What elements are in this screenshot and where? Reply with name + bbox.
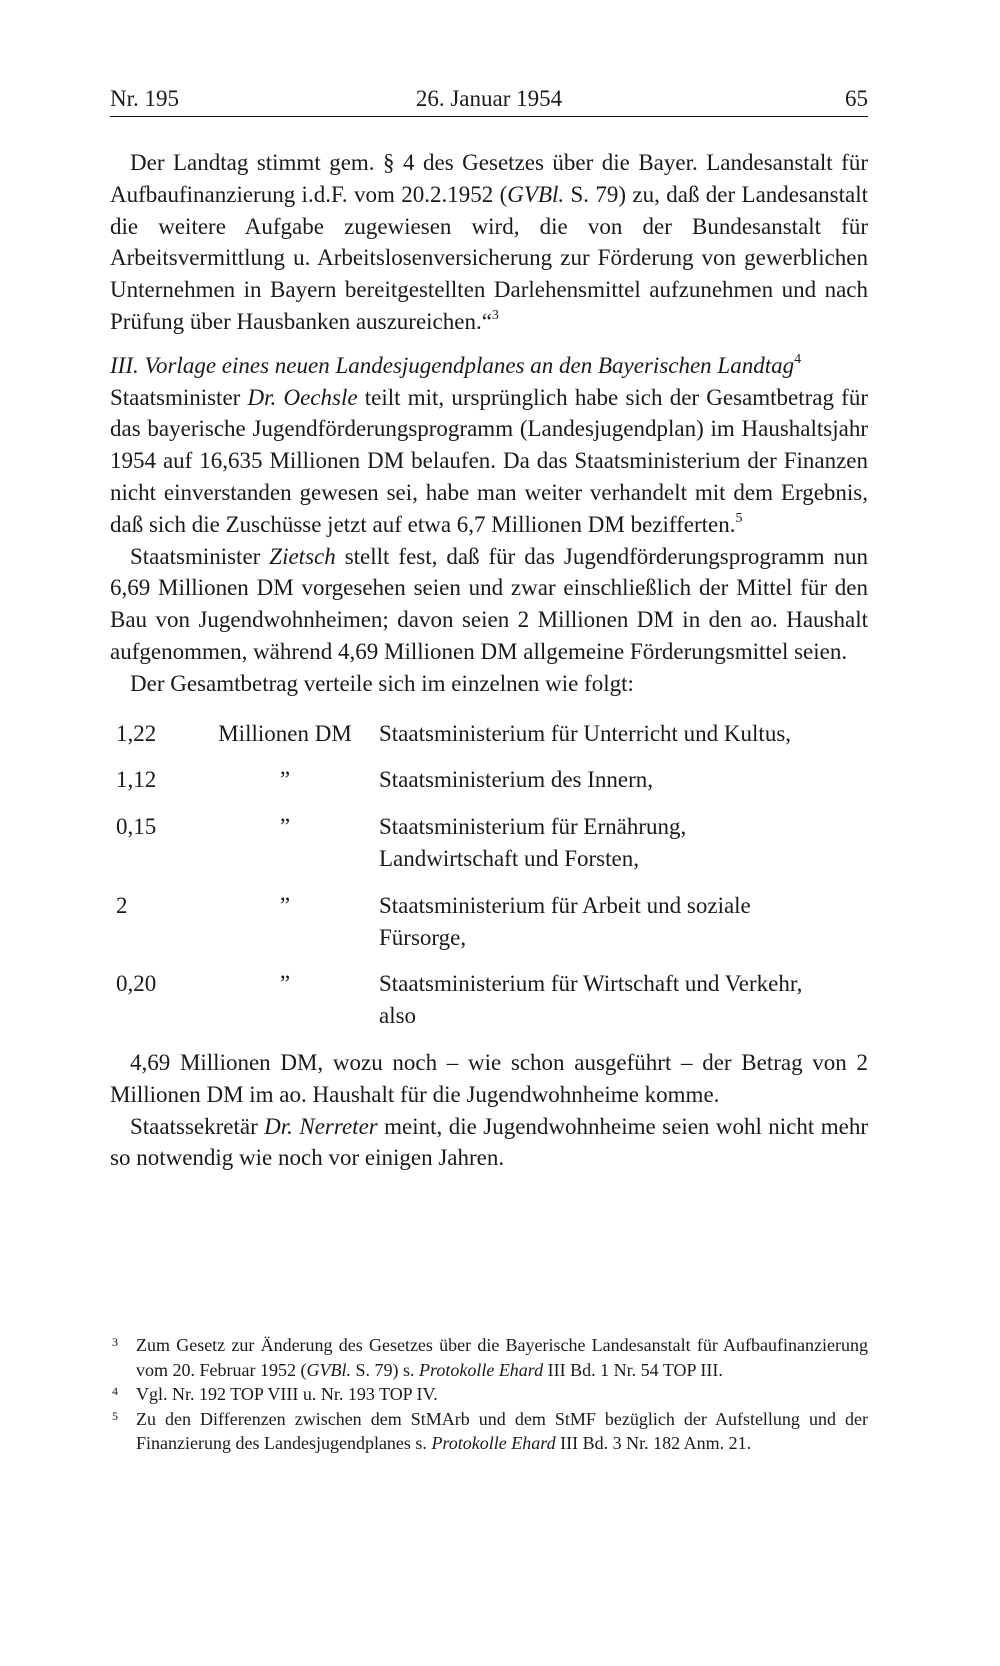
footnote-text: Zum Gesetz zur Änderung des Gesetzes über die Bayerische Landesanstalt für Aufbaufinanzierung vom 20. Februar 1952 (GVBl. S. 79) s. Protokolle Ehard III Bd. 1 Nr. 54 TOP III. <box>136 1335 868 1380</box>
paragraph-nerreter: Staatssekretär Dr. Nerreter meint, die Jugendwohnheime seien wohl nicht mehr so notwendig wie noch vor einigen Jahren. <box>110 1113 868 1171</box>
allocation-amount: 2 <box>116 892 128 918</box>
header-rule <box>110 116 868 117</box>
footnote-ref-5[interactable]: 5 <box>735 511 743 527</box>
session-date: 26. Januar 1954 <box>415 86 563 111</box>
footnotes <box>110 1333 868 1456</box>
allocation-amount: 0,15 <box>116 814 157 840</box>
paragraph-oechsle: Staatsminister Dr. Oechsle teilt mit, ursprünglich habe sich der Gesamtbetrag für das bayerische Jugendförderungsprogramm (Landesjugendplan) im Haushaltsjahr 1954 auf 16,635 Millionen DM belaufen. Da das Staatsministerium der Finanzen nicht einverstanden gewesen sei, habe man weiter verhandelt mit dem Ergebnis, daß sich die Zuschüsse jetzt auf etwa 6,7 Millionen DM bezifferten.$^5$ <box>110 384 869 537</box>
allocation-amount: 1,12 <box>116 767 157 793</box>
document-number: Nr. 195 <box>110 86 179 111</box>
allocation-department: Staatsministerium des Innern, <box>379 767 654 793</box>
allocation-table <box>110 718 868 1032</box>
allocation-row <box>110 764 868 796</box>
paragraph-zietsch: Staatsminister Zietsch stellt fest, daß für das Jugendförderungsprogramm nun 6,69 Millionen DM vorgesehen seien und zwar einschließlich der Mittel für den Bau von Jugendwohnheimen; davon seien 2 Millionen DM in den ao. Haushalt aufgenommen, während 4,69 Millionen DM allgemeine Förderungsmittel seien. <box>110 543 868 664</box>
footnote-text: Vgl. Nr. 192 TOP VIII u. Nr. 193 TOP IV. <box>136 1384 438 1404</box>
allocation-department: Staatsministerium für Wirtschaft und Verkehr, also <box>379 971 803 1029</box>
speaker-name: Dr. Nerreter <box>264 1113 378 1139</box>
footnote-ref-4[interactable]: 4 <box>794 352 802 368</box>
allocation-unit: ” <box>279 971 291 997</box>
allocation-amount: 1,22 <box>116 720 157 746</box>
footnote-3 <box>110 1333 868 1382</box>
paragraph-total: 4,69 Millionen DM, wozu noch – wie schon ausgeführt – der Betrag von 2 Millionen DM im ao. Haushalt für die Jugendwohnheime komme. <box>110 1049 868 1107</box>
body-text <box>110 147 868 1174</box>
allocation-row <box>110 890 868 954</box>
footnote-5 <box>110 1407 868 1456</box>
paragraph-distribution-intro: Der Gesamtbetrag verteile sich im einzelnen wie folgt: <box>130 670 634 696</box>
speaker-name: Zietsch <box>269 543 336 569</box>
footnote-4 <box>110 1382 868 1407</box>
speaker-name: Dr. Oechsle <box>247 384 358 410</box>
footnote-number: 5 <box>112 1408 118 1423</box>
page-number: 65 <box>845 86 868 111</box>
footnote-number: 4 <box>112 1384 118 1398</box>
allocation-unit: ” <box>279 892 291 918</box>
allocation-row <box>110 968 868 1032</box>
allocation-department: Staatsministerium für Unterricht und Kultus, <box>379 720 792 746</box>
allocation-unit: Millionen DM <box>218 720 352 746</box>
footnote-ref-3[interactable]: 3 <box>491 308 499 324</box>
allocation-amount: 0,20 <box>116 971 157 997</box>
footnote-text: Zu den Differenzen zwischen dem StMArb und dem StMF bezüglich der Aufstellung und der Finanzierung des Landesjugendplanes s. Protokolle Ehard III Bd. 3 Nr. 182 Anm. 21. <box>136 1408 868 1453</box>
section-heading-iii: III. Vorlage eines neuen Landesjugendplanes an den Bayerischen Landtag$^4$ <box>110 352 802 378</box>
allocation-department: Staatsministerium für Arbeit und soziale Fürsorge, <box>379 892 751 950</box>
allocation-unit: ” <box>279 767 291 793</box>
paragraph-landtag-resolution: Der Landtag stimmt gem. § 4 des Gesetzes über die Bayer. Landesanstalt für Aufbaufinanzierung i.d.F. vom 20.2.1952 (GVBl. S. 79) zu, daß der Landesanstalt die weitere Aufgabe zugewiesen wird, die von der Bundesanstalt für Arbeitsvermittlung u. Arbeitslosenversicherung zur Förderung von gewerblichen Unternehmen in Bayern bereitgestellten Darlehensmittel aufzunehmen und nach Prüfung über Hausbanken auszureichen.“$^3$ <box>110 150 868 334</box>
allocation-row <box>110 811 868 875</box>
running-header <box>110 82 868 116</box>
allocation-department: Staatsministerium für Ernährung, Landwirtschaft und Forsten, <box>379 814 687 871</box>
allocation-unit: ” <box>279 814 291 840</box>
footnote-number: 3 <box>112 1335 118 1349</box>
allocation-row <box>110 718 868 750</box>
